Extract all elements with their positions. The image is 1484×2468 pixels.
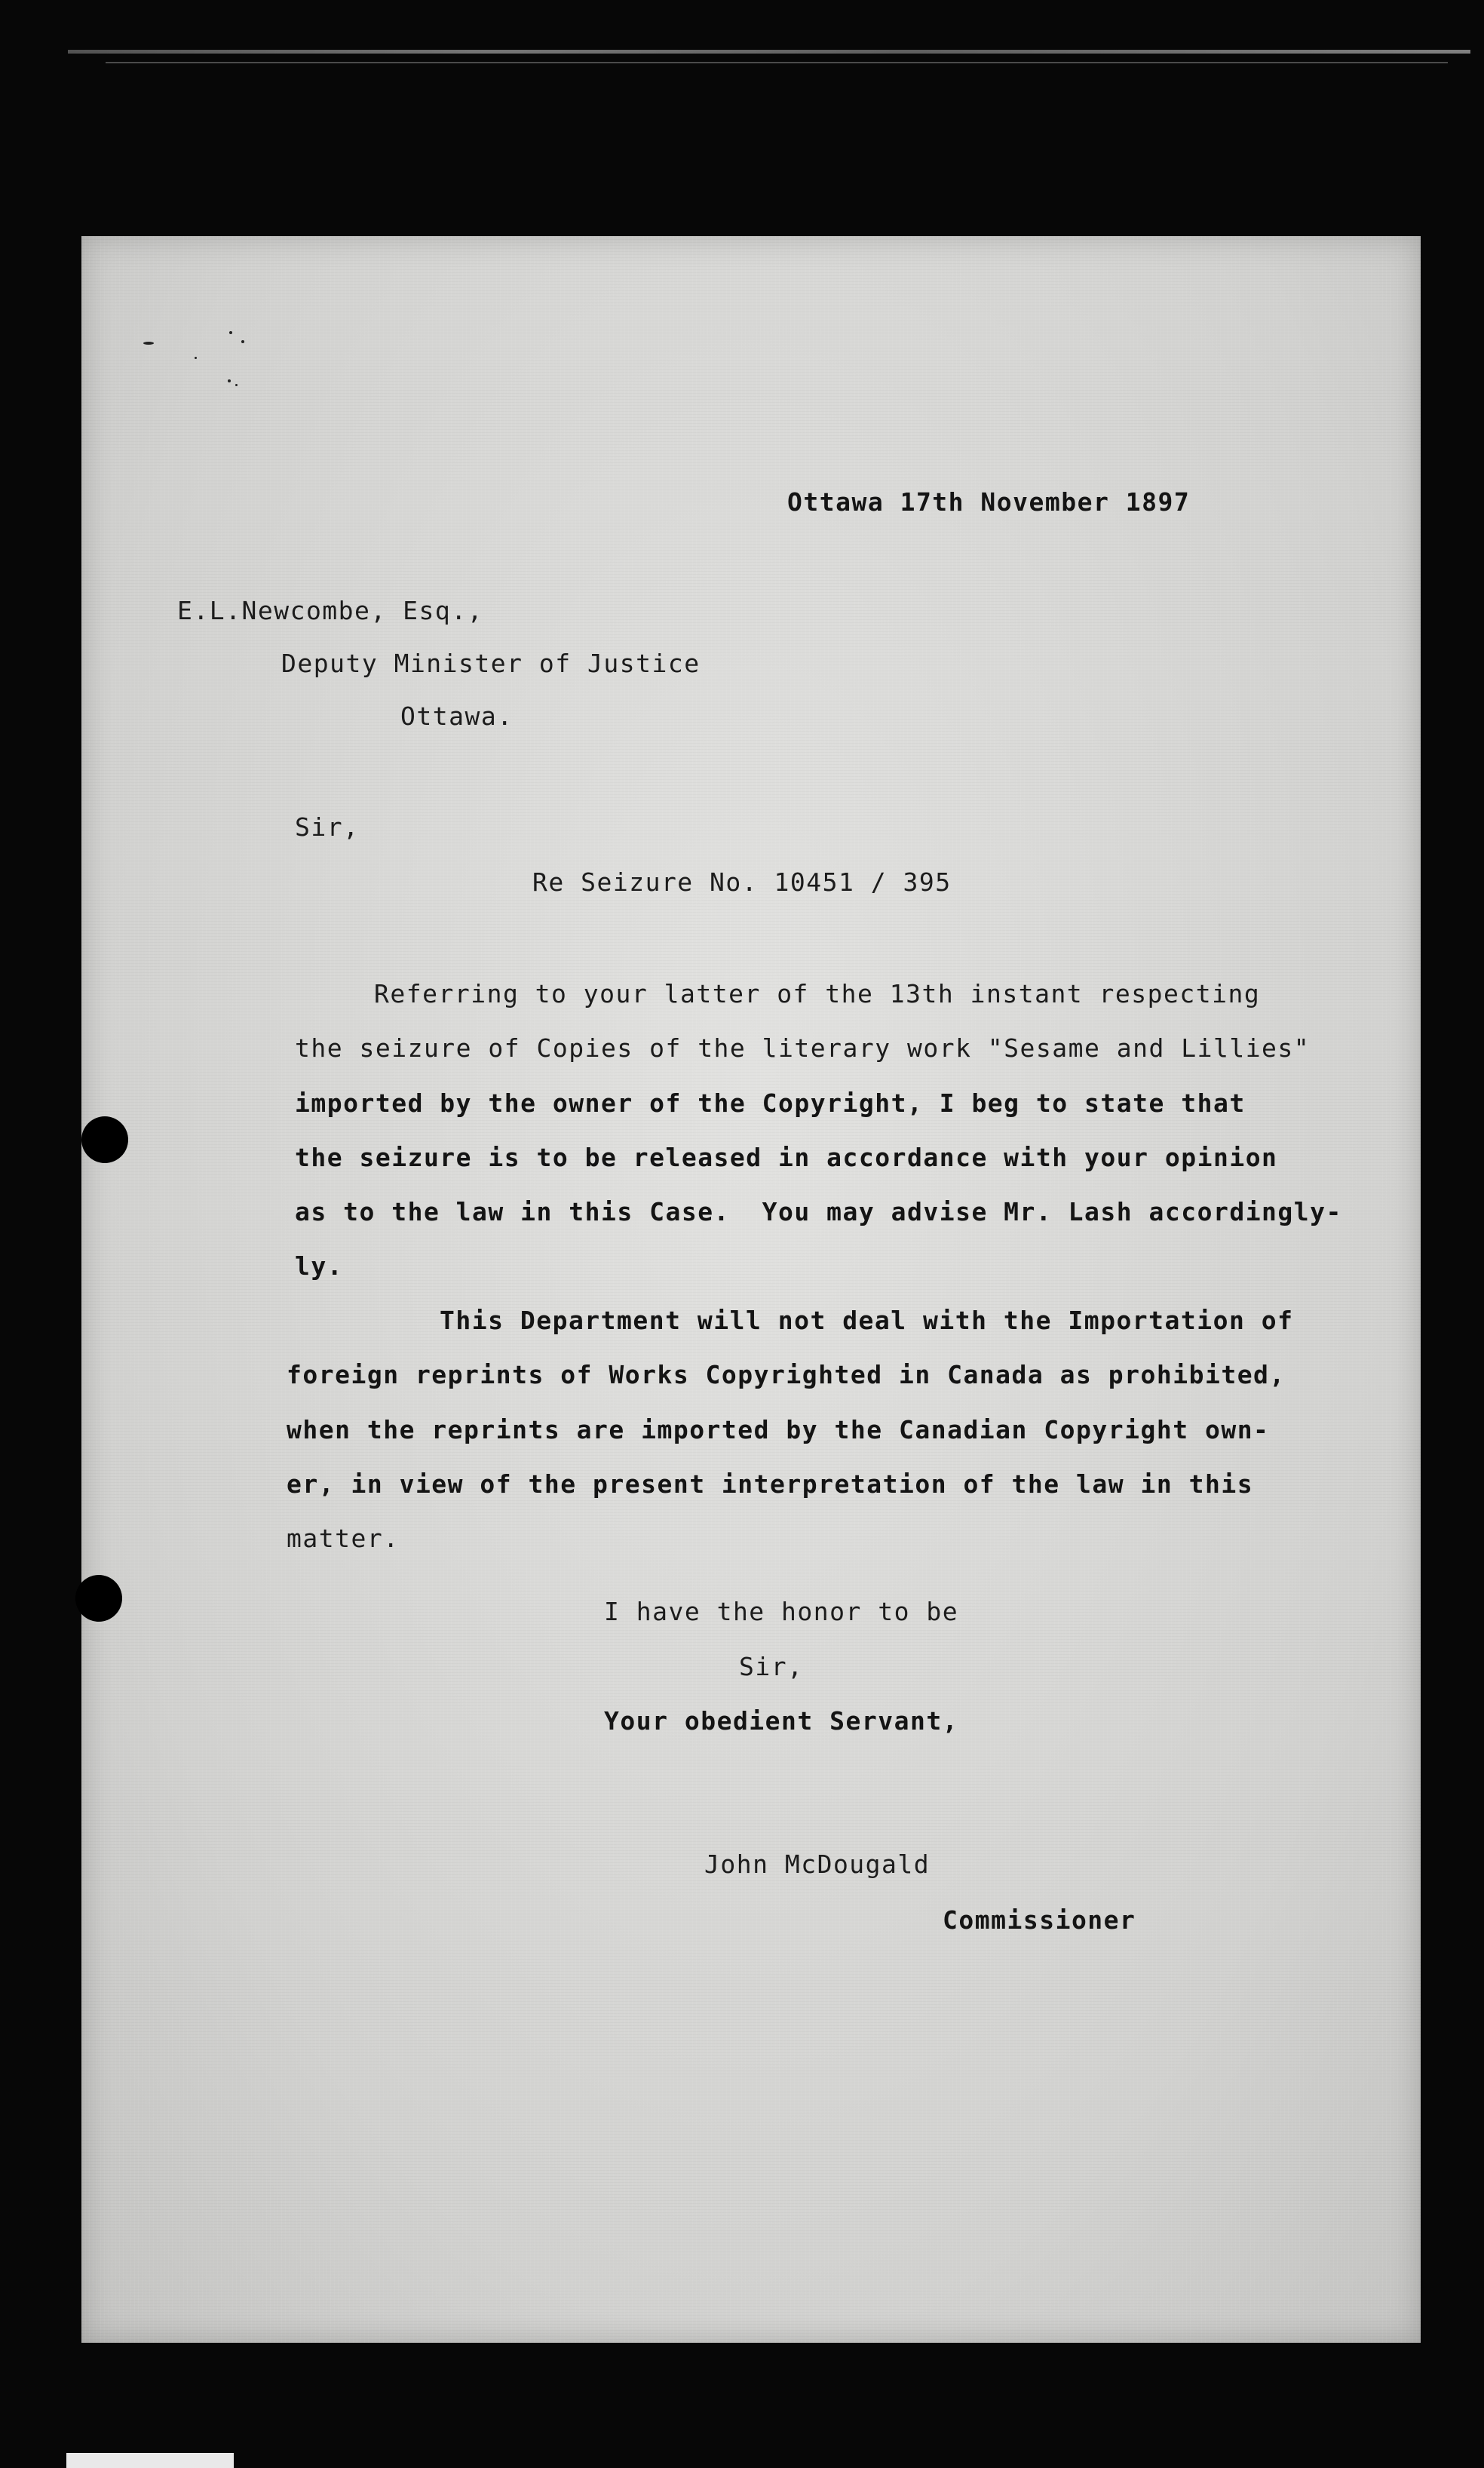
paragraph-2-line: er, in view of the present interpretation of the law in this xyxy=(287,1469,1254,1499)
addressee-name: E.L.Newcombe, Esq., xyxy=(177,596,483,625)
addressee-city: Ottawa. xyxy=(400,701,514,731)
paragraph-2-line: foreign reprints of Works Copyrighted in Canada as prohibited, xyxy=(287,1360,1286,1389)
paragraph-1-line: the seizure is to be released in accordance with your opinion xyxy=(295,1143,1278,1172)
letter-date: Ottawa 17th November 1897 xyxy=(787,487,1191,517)
paper-speck xyxy=(241,340,244,343)
punch-hole-lower xyxy=(75,1575,122,1622)
film-edge-rule xyxy=(68,50,1470,54)
signature-name: John McDougald xyxy=(704,1849,931,1879)
punch-hole-upper xyxy=(81,1116,128,1163)
paragraph-1-line: ly. xyxy=(295,1251,344,1281)
closing-line-2: Sir, xyxy=(739,1652,804,1681)
paragraph-2-line: when the reprints are imported by the Canadian Copyright own- xyxy=(287,1415,1270,1444)
paragraph-1-line: imported by the owner of the Copyright, I beg to state that xyxy=(295,1088,1246,1118)
paper-speck xyxy=(143,342,154,345)
salutation: Sir, xyxy=(295,812,360,842)
reference-line: Re Seizure No. 10451 / 395 xyxy=(532,867,952,897)
paragraph-2-line: matter. xyxy=(287,1524,400,1553)
paper-speck xyxy=(195,357,197,359)
addressee-title: Deputy Minister of Justice xyxy=(281,649,701,678)
paper-speck xyxy=(235,384,238,386)
paragraph-1-line: Referring to your latter of the 13th instant respecting xyxy=(374,979,1261,1008)
paragraph-1-line: as to the law in this Case. You may advise Mr. Lash accordingly- xyxy=(295,1197,1342,1226)
closing-line-3: Your obedient Servant, xyxy=(604,1706,959,1736)
film-label-tab xyxy=(66,2453,234,2468)
letter-sheet xyxy=(81,236,1421,2343)
film-edge-rule-secondary xyxy=(106,62,1448,63)
paper-speck xyxy=(228,379,231,382)
signature-title: Commissioner xyxy=(943,1905,1136,1935)
paragraph-2-line: This Department will not deal with the Importation of xyxy=(440,1306,1294,1335)
paper-speck xyxy=(229,331,232,334)
paragraph-1-line: the seizure of Copies of the literary work "Sesame and Lillies" xyxy=(295,1033,1311,1063)
closing-line-1: I have the honor to be xyxy=(604,1597,959,1626)
